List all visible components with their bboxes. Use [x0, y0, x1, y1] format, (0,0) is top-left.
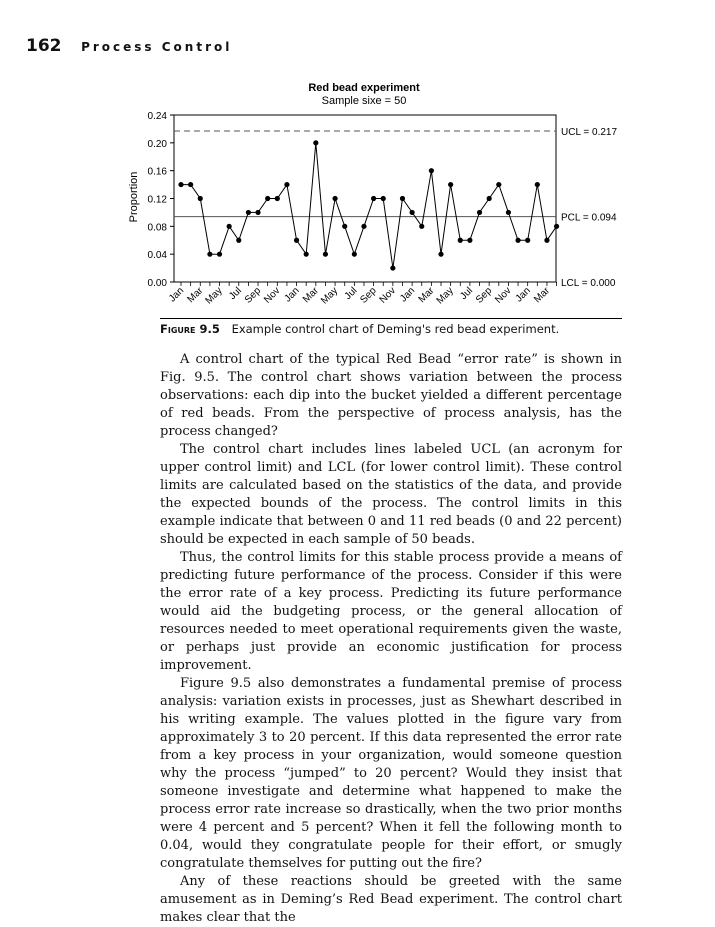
- data-point: [458, 238, 463, 243]
- data-point: [178, 182, 183, 187]
- x-tick-label: Sep: [358, 285, 379, 306]
- data-point: [255, 210, 260, 215]
- data-point: [207, 252, 212, 257]
- x-tick-label: Jan: [166, 285, 187, 305]
- page-number: 162: [26, 36, 62, 56]
- data-point: [323, 252, 328, 257]
- data-point: [410, 210, 415, 215]
- paragraph: A control chart of the typical Red Bead “error rate” is shown in Fig. 9.5. The control chart shows variation between the process observations: each dip into the bucket yielded a different percentage of red beads. From the perspective of process analysis, has the process changed?: [160, 352, 622, 439]
- figure-caption: [160, 318, 622, 336]
- chart-title: Red bead experiment: [308, 82, 420, 94]
- x-tick-label: Jul: [458, 285, 476, 303]
- paragraph: The control chart includes lines labeled UCL (an acronym for upper control limit) and LCL (for lower control limit). These control limits are calculated based on the statistics of the data, and provide the expected bounds of the process. The control limits in this example indicate that between 0 and 11 red beads (0 and 22 percent) should be expected in each sample of 50 beads.: [160, 442, 622, 547]
- y-axis-label: Proportion: [128, 171, 140, 223]
- data-point: [496, 182, 501, 187]
- data-point: [227, 224, 232, 229]
- paragraph: Any of these reactions should be greeted with the same amusement as in Deming’s Red Bead experiment. The control chart makes clear that the: [160, 874, 622, 925]
- data-point: [506, 210, 511, 215]
- data-point: [429, 168, 434, 173]
- y-tick-label: 0.12: [147, 194, 167, 206]
- data-point: [515, 238, 520, 243]
- y-tick-label: 0.08: [147, 222, 167, 234]
- x-tick-label: Mar: [416, 285, 437, 306]
- figure-label: Figure 9.5: [160, 322, 220, 336]
- x-tick-label: Jan: [513, 285, 533, 305]
- data-point: [467, 238, 472, 243]
- body-text: [160, 351, 622, 927]
- x-tick-label: Mar: [532, 285, 553, 306]
- data-point: [361, 224, 366, 229]
- data-point: [448, 182, 453, 187]
- data-point: [544, 238, 549, 243]
- x-tick-label: May: [319, 285, 341, 307]
- x-tick-label: Sep: [473, 285, 495, 306]
- data-point: [342, 224, 347, 229]
- data-point: [390, 265, 395, 270]
- data-point: [477, 210, 482, 215]
- plot-frame: [174, 115, 556, 282]
- data-point: [400, 196, 405, 201]
- data-point: [381, 196, 386, 201]
- y-tick-label: 0.24: [147, 111, 167, 122]
- ucl-label: UCL = 0.217: [561, 127, 618, 139]
- x-tick-label: May: [203, 285, 225, 307]
- x-tick-label: Jan: [398, 285, 418, 305]
- data-point: [275, 196, 280, 201]
- data-point: [438, 252, 443, 257]
- data-series: [178, 140, 559, 270]
- paragraph: Thus, the control limits for this stable process provide a means of predicting future performance of the process. Consider if this were the error rate of a key process. Predicting its future performance would aid the budgeting process, or the general allocation of resources needed to meet operational requirements given the waste, or perhaps just provide an economic justification for process improvement.: [160, 550, 622, 673]
- y-axis: [148, 111, 174, 289]
- y-tick-label: 0.20: [147, 138, 167, 150]
- data-point: [246, 210, 251, 215]
- data-point: [487, 196, 492, 201]
- paragraph: Figure 9.5 also demonstrates a fundamental premise of process analysis: variation exists in processes, just as Shewhart described in his writing example. The values plotted in the figure vary from approximately 3 to 20 percent. If this data represented the error rate from a key process in your organization, would someone question why the process “jumped” to 20 percent? Would they insist that someone investigate and determine what happened to make the process error rate increase so drastically, when the two prior months were 4 percent and 5 percent? When it fell the following month to 0.04, would they congratulate people for their effort, or smugly congratulate themselves for putting out the fire?: [160, 676, 622, 871]
- data-point: [332, 196, 337, 201]
- x-tick-label: Nov: [262, 285, 283, 306]
- data-point: [265, 196, 270, 201]
- y-tick-label: 0.00: [147, 278, 167, 289]
- data-point: [217, 252, 222, 257]
- pcl-label: PCL = 0.094: [561, 212, 617, 224]
- x-tick-label: Jan: [282, 285, 302, 305]
- data-point: [304, 252, 309, 257]
- data-point: [554, 224, 559, 229]
- lcl-label: LCL = 0.000: [561, 278, 616, 289]
- x-tick-label: Mar: [185, 285, 206, 306]
- x-tick-label: Mar: [300, 285, 321, 306]
- series-line: [181, 143, 557, 268]
- data-point: [371, 196, 376, 201]
- x-tick-label: May: [434, 285, 456, 307]
- data-point: [352, 252, 357, 257]
- x-tick-label: Sep: [242, 285, 264, 306]
- data-point: [294, 238, 299, 243]
- data-point: [525, 238, 530, 243]
- data-point: [419, 224, 424, 229]
- data-point: [284, 182, 289, 187]
- y-tick-label: 0.16: [147, 166, 167, 178]
- x-tick-label: Jul: [342, 285, 360, 303]
- data-point: [198, 196, 203, 201]
- x-tick-label: Nov: [377, 285, 398, 306]
- x-tick-label: Nov: [493, 285, 514, 306]
- x-axis: [167, 282, 557, 306]
- x-tick-label: Jul: [227, 285, 244, 303]
- chart-subtitle: Sample sixe = 50: [321, 95, 407, 107]
- figure-caption-text: Example control chart of Deming's red bead experiment.: [231, 322, 560, 336]
- data-point: [236, 238, 241, 243]
- control-limits: [174, 127, 617, 289]
- data-point: [313, 140, 318, 145]
- data-point: [535, 182, 540, 187]
- section-title: Process Control: [81, 40, 233, 54]
- control-chart: [0, 0, 715, 320]
- y-tick-label: 0.04: [147, 250, 167, 262]
- data-point: [188, 182, 193, 187]
